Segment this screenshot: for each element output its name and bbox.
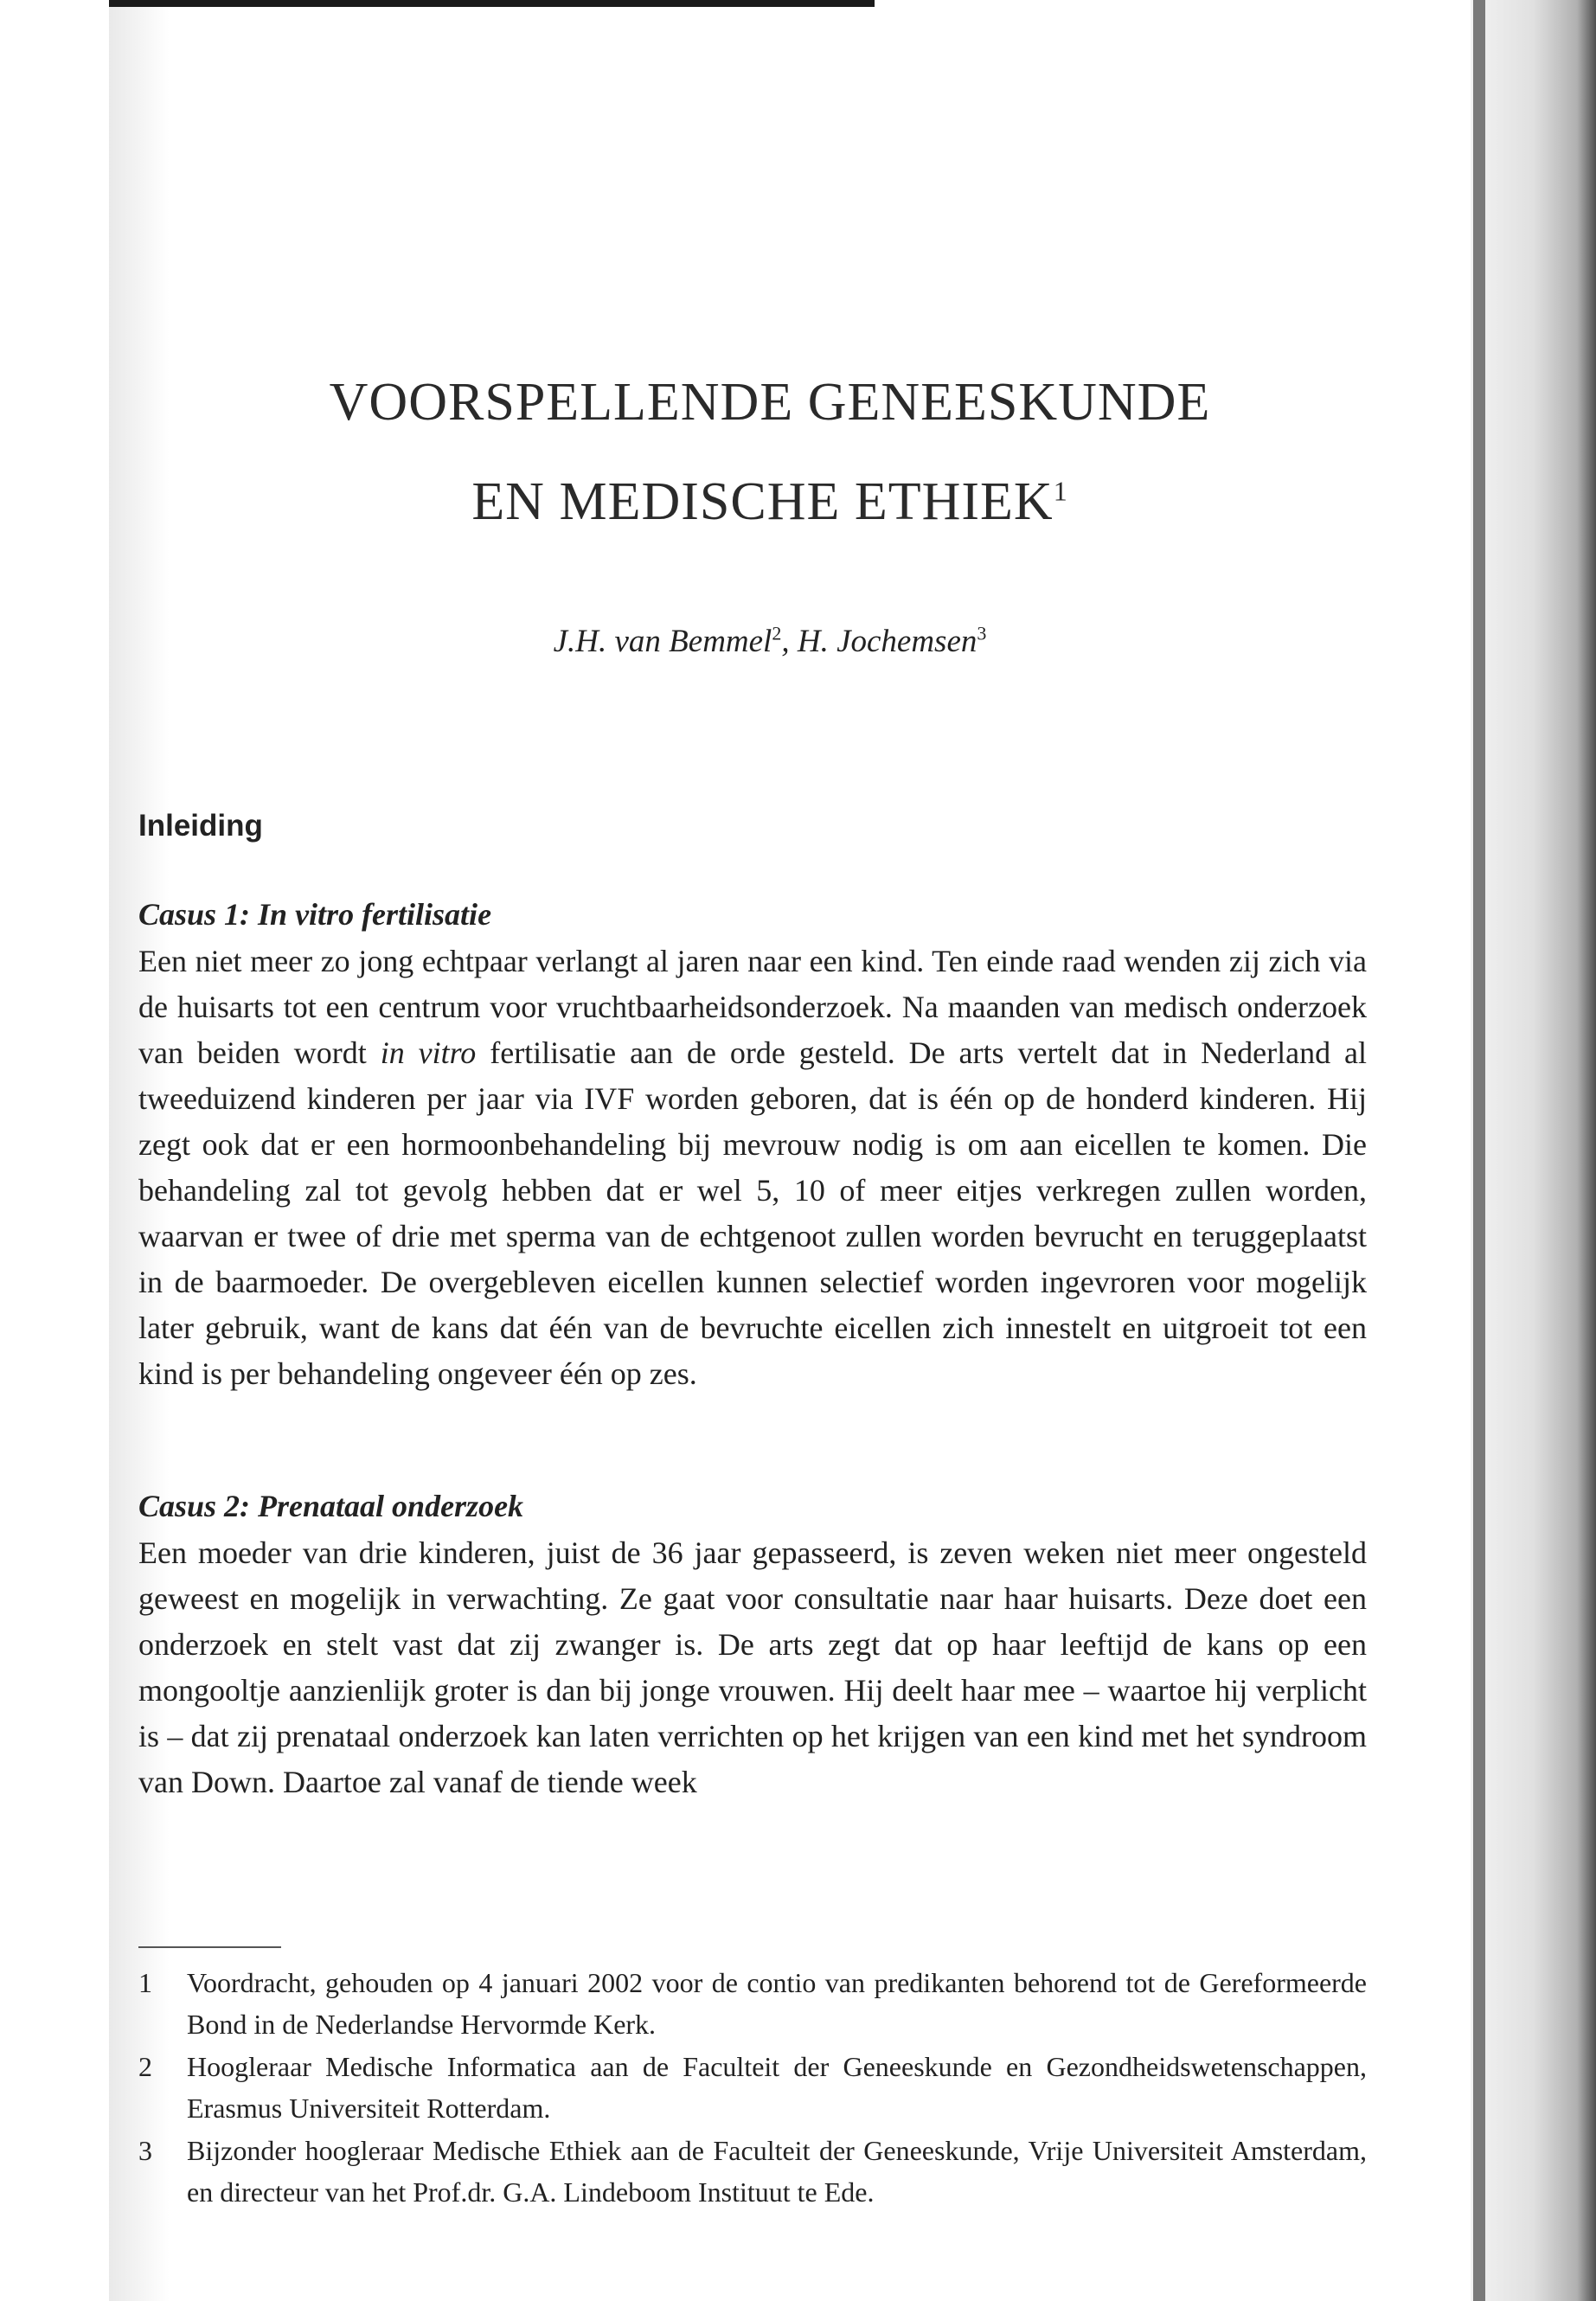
- author-2: H. Jochemsen: [797, 624, 977, 659]
- author-1: J.H. van Bemmel: [553, 624, 772, 659]
- footnote-1-text: Voordracht, gehouden op 4 januari 2002 voor de contio van predikanten behorend tot de Gereformeerde Bond in de Nederlandse Hervormde Kerk.: [187, 1967, 1367, 2040]
- scan-top-edge: [109, 0, 875, 7]
- case-2-paragraph: Een moeder van drie kinderen, juist de 36 jaar gepasseerd, is zeven weken niet meer ongesteld geweest en mogelijk in verwachting. Ze gaat voor consultatie naar haar huisarts. Deze doet een onderzoek en stelt vast dat zij zwanger is. De arts zegt dat op haar leeftijd de kans op een mongooltje aanzienlijk groter is dan bij jonge vrouwen. Hij deelt haar mee – waartoe hij verplicht is – dat zij prenataal onderzoek kan laten verrichten op het krijgen van een kind met het syndroom van Down. Daartoe zal vanaf de tiende week: [138, 1535, 1367, 1799]
- section-heading: Inleiding: [138, 809, 263, 843]
- case-1-paragraph: Een niet meer zo jong echtpaar verlangt al jaren naar een kind. Ten einde raad wenden zij zich via de huisarts tot een centrum voor vruchtbaarheidsonderzoek. Na maanden van medisch onderzoek van beiden wordt in vitro fertilisatie aan de orde gesteld. De arts vertelt dat in Nederland al tweeduizend kinderen per jaar via IVF worden geboren, dat is één op de honderd kinderen. Hij zegt ook dat er een hormoonbehandeling bij mevrouw nodig is om aan eicellen te komen. Die behandeling zal tot gevolg hebben dat er wel 5, 10 of meer eitjes verkregen zullen worden, waarvan er twee of drie met sperma van de echtgenoot zullen worden bevrucht en teruggeplaatst in de baarmoeder. De overgebleven eicellen kunnen selectief worden ingevroren voor mogelijk later gebruik, want de kans dat één van de bevruchte eicellen zich innestelt en uitgroeit tot een kind is per behandeling ongeveer één op zes.: [138, 944, 1367, 1391]
- scan-binding-line: [1473, 0, 1485, 2301]
- footnote-2-text: Hoogleraar Medische Informatica aan de Faculteit der Geneeskunde en Gezondheidswetenschappen, Erasmus Universiteit Rotterdam.: [187, 2051, 1367, 2124]
- title-line-1: VOORSPELLENDE GENEESKUNDE: [329, 373, 1211, 432]
- scan-right-edge: [1471, 0, 1596, 2301]
- title-line-2: EN MEDISCHE ETHIEK$^1$: [471, 472, 1068, 531]
- scan-left-margin: [0, 0, 109, 2301]
- footnote-3-text: Bijzonder hoogleraar Medische Ethiek aan de Faculteit der Geneeskunde, Vrije Universiteit Amsterdam, en directeur van het Prof.dr. G.A. Lindeboom Instituut te Ede.: [187, 2135, 1367, 2208]
- footnote-2-number: 2: [138, 2051, 152, 2082]
- footnote-1-number: 1: [138, 1967, 152, 1998]
- footnote-1: [138, 1962, 1367, 2045]
- footnote-2: [138, 2046, 1367, 2129]
- case-1-title: Casus 1: In vitro fertilisatie: [138, 897, 492, 932]
- author-1-footnote-ref[interactable]: 2: [772, 622, 782, 644]
- footnote-divider: [138, 1946, 281, 1948]
- title-footnote-ref[interactable]: 1: [1053, 475, 1068, 507]
- footnote-3: [138, 2130, 1367, 2213]
- case-2-title: Casus 2: Prenataal onderzoek: [138, 1489, 524, 1523]
- footnote-3-number: 3: [138, 2135, 152, 2166]
- author-2-footnote-ref[interactable]: 3: [977, 622, 987, 644]
- authors: J.H. van Bemmel$^2$, H. Jochemsen$^3$: [553, 622, 987, 659]
